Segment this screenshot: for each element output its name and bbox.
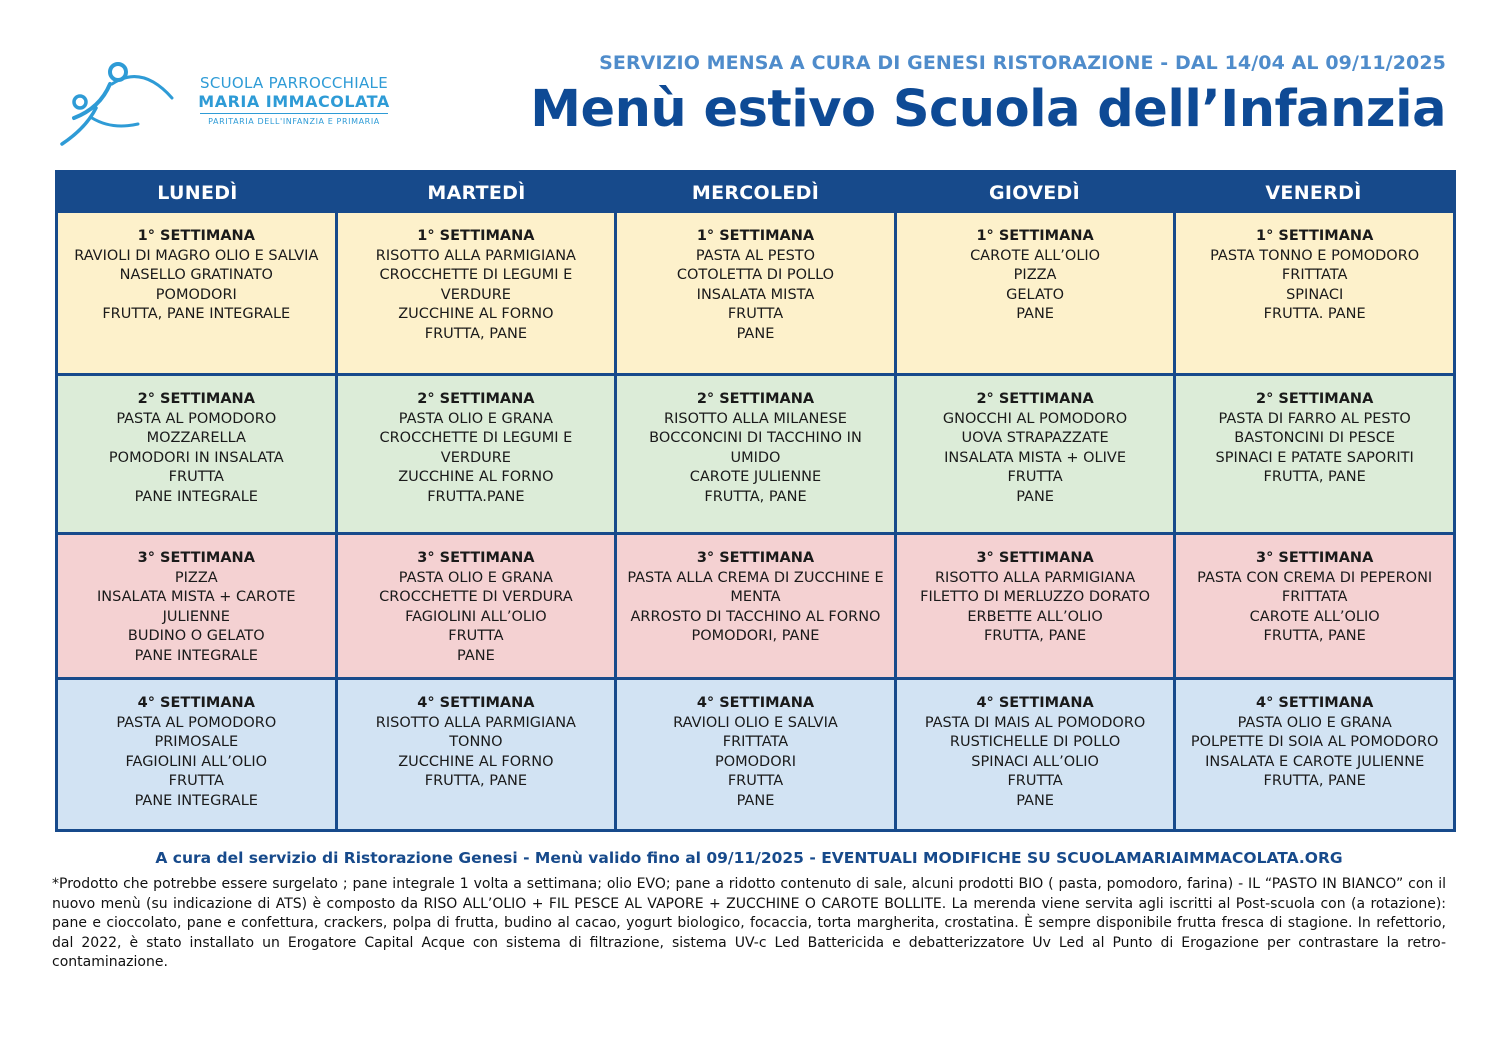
menu-item: PANE (736, 792, 775, 809)
menu-item: UOVA STRAPAZZATE (961, 430, 1109, 447)
menu-item: FRUTTA, PANE (1263, 469, 1366, 486)
menu-item: FRUTTA (727, 306, 784, 323)
week-label: 2° SETTIMANA (417, 391, 535, 407)
menu-item: FRITTATA (1281, 267, 1348, 284)
menu-item: FRUTTA, PANE (1263, 628, 1366, 645)
menu-item: PANE (1016, 488, 1054, 505)
menu-item: INSALATA MISTA + OLIVE (944, 449, 1126, 466)
menu-cell-week4-monday (58, 680, 335, 829)
menu-item: PASTA DI MAIS AL POMODORO (924, 714, 1146, 731)
menu-item: NASELLO GRATINATO (119, 267, 273, 284)
menu-item: INSALATA MISTA (696, 286, 815, 303)
day-header-thursday: GIOVEDÌ (989, 182, 1080, 204)
disclaimer-text: *Prodotto che potrebbe essere surgelato ; pane integrale 1 volta a settimana; olio EVO; pane a ridotto contenuto di sale, alcuni prodotti BIO ( pasta, pomodoro, farina) - IL “PASTO IN BIANCO” con il nuovo menù (su indicazione di ATS) è composto da RISO ALL’OLIO + FIL PESCE AL VAPORE + ZUCCHINE O CAROTE BOLLITE. La merenda viene servita agli iscritti al Post-scuola con (a rotazione): pane e cioccolato, pane e confettura, crackers, polpa di frutta, budino al cacao, yogurt biologico, focaccia, torta margherita, crostatina. È sempre disponibile frutta fresca di stagione. In refettorio, dal 2022, è stato installato un Erogatore Capital Acque con sistema di filtrazione, sistema UV-c Led Battericida e debatterizzatore Uv Led al Punto di Erogazione per contrastare la retro-contaminazione. (52, 876, 1446, 970)
menu-item: PANE INTEGRALE (134, 647, 258, 664)
menu-item: RISOTTO ALLA PARMIGIANA (375, 714, 576, 731)
menu-item: SPINACI (1286, 286, 1344, 303)
menu-item: INSALATA MISTA + CAROTE JULIENNE (97, 589, 296, 625)
menu-item: FRUTTA, PANE (1263, 773, 1366, 790)
menu-item: FRITTATA (722, 734, 789, 751)
week-label: 1° SETTIMANA (976, 228, 1094, 244)
menu-item: RAVIOLI DI MAGRO OLIO E SALVIA (74, 247, 319, 264)
logo-school-levels: PARITARIA DELL'INFANZIA E PRIMARIA (208, 117, 380, 126)
week-label: 4° SETTIMANA (417, 695, 535, 711)
menu-cell-week1-monday (58, 213, 335, 373)
menu-cell-week2-monday (58, 376, 335, 532)
menu-item: PIZZA (1013, 267, 1057, 284)
menu-item: FRUTTA (448, 628, 504, 645)
menu-item: COTOLETTA DI POLLO (676, 267, 835, 284)
menu-item: PASTA AL POMODORO (116, 714, 277, 731)
menu-item: RUSTICHELLE DI POLLO (949, 734, 1121, 751)
menu-item: FAGIOLINI ALL’OLIO (405, 608, 547, 625)
menu-cell-week4-thursday (897, 680, 1174, 829)
week-row-2 (58, 376, 1453, 532)
menu-item: FRUTTA (1007, 773, 1063, 790)
menu-cell-week4-friday (1176, 680, 1453, 829)
menu-item: POMODORI IN INSALATA (108, 449, 284, 466)
week-row-4 (58, 680, 1453, 829)
menu-item: INSALATA E CAROTE JULIENNE (1205, 753, 1425, 770)
menu-item: FRUTTA.PANE (427, 488, 525, 505)
menu-item: PANE INTEGRALE (134, 488, 258, 505)
menu-item: POMODORI (714, 753, 796, 770)
week-label: 2° SETTIMANA (1256, 391, 1374, 407)
menu-item: PASTA DI FARRO AL PESTO (1218, 410, 1411, 427)
week-label: 2° SETTIMANA (976, 391, 1094, 407)
week-label: 1° SETTIMANA (417, 228, 535, 244)
menu-cell-week4-tuesday (338, 680, 615, 829)
week-label: 4° SETTIMANA (137, 695, 255, 711)
menu-item: PASTA OLIO E GRANA (398, 410, 553, 427)
menu-item: POMODORI, PANE (691, 628, 820, 645)
menu-item: ERBETTE ALL’OLIO (967, 608, 1103, 625)
menu-item: RISOTTO ALLA MILANESE (664, 410, 847, 427)
week-label: 3° SETTIMANA (1256, 550, 1374, 566)
menu-cell-week3-friday (1176, 535, 1453, 677)
menu-item: PIZZA (174, 569, 218, 586)
week-label: 3° SETTIMANA (696, 550, 815, 566)
week-label: 4° SETTIMANA (976, 695, 1094, 711)
menu-item: BOCCONCINI DI TACCHINO IN UMIDO (649, 430, 862, 466)
menu-item: ZUCCHINE AL FORNO (398, 469, 554, 486)
menu-item: PASTA OLIO E GRANA (1237, 714, 1392, 731)
menu-cell-week2-thursday (897, 376, 1174, 532)
week-label: 3° SETTIMANA (417, 550, 535, 566)
menu-item: PASTA ALLA CREMA DI ZUCCHINE E MENTA (627, 569, 884, 606)
page-title: Menù estivo Scuola dell’Infanzia (530, 80, 1446, 139)
week-label: 2° SETTIMANA (137, 391, 255, 407)
menu-item: SPINACI E PATATE SAPORITI (1215, 449, 1414, 466)
week-label: 1° SETTIMANA (696, 228, 815, 244)
menu-item: GELATO (1006, 286, 1065, 303)
week-label: 2° SETTIMANA (696, 391, 815, 407)
validity-note: A cura del servizio di Ristorazione Genesi - Menù valido fino al 09/11/2025 - EVENTUALI MODIFICHE SU SCUOLAMARIAIMMACOLATA.ORG (155, 849, 1343, 867)
menu-item: CROCCHETTE DI LEGUMI E VERDURE (379, 267, 573, 303)
menu-item: PANE INTEGRALE (134, 792, 258, 809)
week-label: 4° SETTIMANA (1256, 695, 1374, 711)
menu-cell-week3-wednesday (617, 535, 894, 677)
menu-item: FRITTATA (1281, 589, 1348, 606)
menu-item: GNOCCHI AL POMODORO (942, 410, 1128, 427)
menu-cell-week1-tuesday (338, 213, 615, 373)
menu-item: PANE (457, 647, 495, 664)
week-label: 4° SETTIMANA (696, 695, 815, 711)
menu-item: BASTONCINI DI PESCE (1234, 430, 1396, 447)
week-label: 1° SETTIMANA (137, 228, 255, 244)
logo-school-type: SCUOLA PARROCCHIALE (200, 74, 388, 92)
week-row-3 (58, 535, 1453, 677)
menu-cell-week1-wednesday (617, 213, 894, 373)
day-header-monday: LUNEDÌ (157, 182, 238, 204)
menu-item: FRUTTA (1007, 469, 1063, 486)
logo-school-name: MARIA IMMACOLATA (198, 92, 390, 111)
menu-item: POMODORI (155, 286, 237, 303)
menu-item: FRUTTA, PANE (704, 488, 807, 505)
menu-item: POLPETTE DI SOIA AL POMODORO (1190, 734, 1439, 751)
menu-table (55, 170, 1456, 832)
day-header-tuesday: MARTEDÌ (427, 182, 526, 204)
menu-item: ARROSTO DI TACCHINO AL FORNO (630, 608, 881, 625)
menu-item: PANE (1016, 792, 1054, 809)
menu-item: RISOTTO ALLA PARMIGIANA (934, 569, 1136, 586)
menu-item: CROCCHETTE DI VERDURA (379, 589, 573, 606)
menu-cell-week2-friday (1176, 376, 1453, 532)
menu-item: CAROTE ALL’OLIO (970, 247, 1101, 264)
menu-item: FRUTTA, PANE INTEGRALE (102, 306, 291, 323)
menu-item: CAROTE JULIENNE (689, 469, 822, 486)
menu-item: ZUCCHINE AL FORNO (398, 306, 554, 323)
menu-item: PRIMOSALE (154, 734, 239, 751)
menu-item: PASTA AL PESTO (695, 247, 816, 264)
menu-item: RISOTTO ALLA PARMIGIANA (375, 247, 576, 264)
menu-item: RAVIOLI OLIO E SALVIA (673, 714, 838, 731)
menu-item: PASTA OLIO E GRANA (398, 569, 553, 586)
week-label: 3° SETTIMANA (976, 550, 1094, 566)
menu-item: PASTA AL POMODORO (116, 410, 277, 427)
menu-cell-week3-tuesday (338, 535, 615, 677)
logo-text (194, 74, 394, 126)
menu-cell-week1-friday (1176, 213, 1453, 373)
menu-item: FAGIOLINI ALL’OLIO (125, 753, 268, 770)
weekday-header-row (58, 173, 1453, 213)
menu-cell-week1-thursday (897, 213, 1174, 373)
menu-item: PASTA CON CREMA DI PEPERONI (1197, 569, 1433, 586)
running-figure-icon (52, 58, 192, 150)
menu-item: BUDINO O GELATO (127, 628, 265, 645)
menu-item: PANE (736, 325, 775, 342)
menu-item: FRUTTA, PANE (983, 628, 1087, 645)
menu-item: FILETTO DI MERLUZZO DORATO (920, 589, 1151, 606)
logo-divider (200, 113, 388, 114)
menu-item: PASTA TONNO E POMODORO (1210, 247, 1420, 264)
menu-item: FRUTTA (168, 469, 224, 486)
week-row-1 (58, 213, 1453, 373)
day-header-friday: VENERDÌ (1265, 182, 1362, 204)
menu-item: TONNO (449, 734, 503, 751)
menu-cell-week3-thursday (897, 535, 1174, 677)
menu-item: CAROTE ALL’OLIO (1249, 608, 1380, 625)
menu-item: FRUTTA. PANE (1263, 306, 1366, 323)
menu-item: FRUTTA, PANE (424, 773, 528, 790)
service-subtitle: SERVIZIO MENSA A CURA DI GENESI RISTORAZIONE - DAL 14/04 AL 09/11/2025 (599, 52, 1446, 74)
menu-item: FRUTTA, PANE (424, 325, 528, 342)
school-logo (52, 58, 397, 150)
menu-item: MOZZARELLA (146, 430, 246, 447)
menu-item: SPINACI ALL’OLIO (971, 753, 1099, 770)
week-label: 3° SETTIMANA (137, 550, 255, 566)
menu-item: FRUTTA (168, 773, 224, 790)
menu-cell-week3-monday (58, 535, 335, 677)
menu-cell-week2-tuesday (338, 376, 615, 532)
week-label: 1° SETTIMANA (1256, 228, 1374, 244)
menu-item: CROCCHETTE DI LEGUMI E VERDURE (379, 430, 573, 466)
menu-cell-week4-wednesday (617, 680, 894, 829)
menu-cell-week2-wednesday (617, 376, 894, 532)
menu-item: ZUCCHINE AL FORNO (398, 753, 554, 770)
day-header-wednesday: MERCOLEDÌ (691, 182, 820, 204)
menu-item: FRUTTA (727, 773, 784, 790)
menu-item: PANE (1016, 306, 1054, 323)
